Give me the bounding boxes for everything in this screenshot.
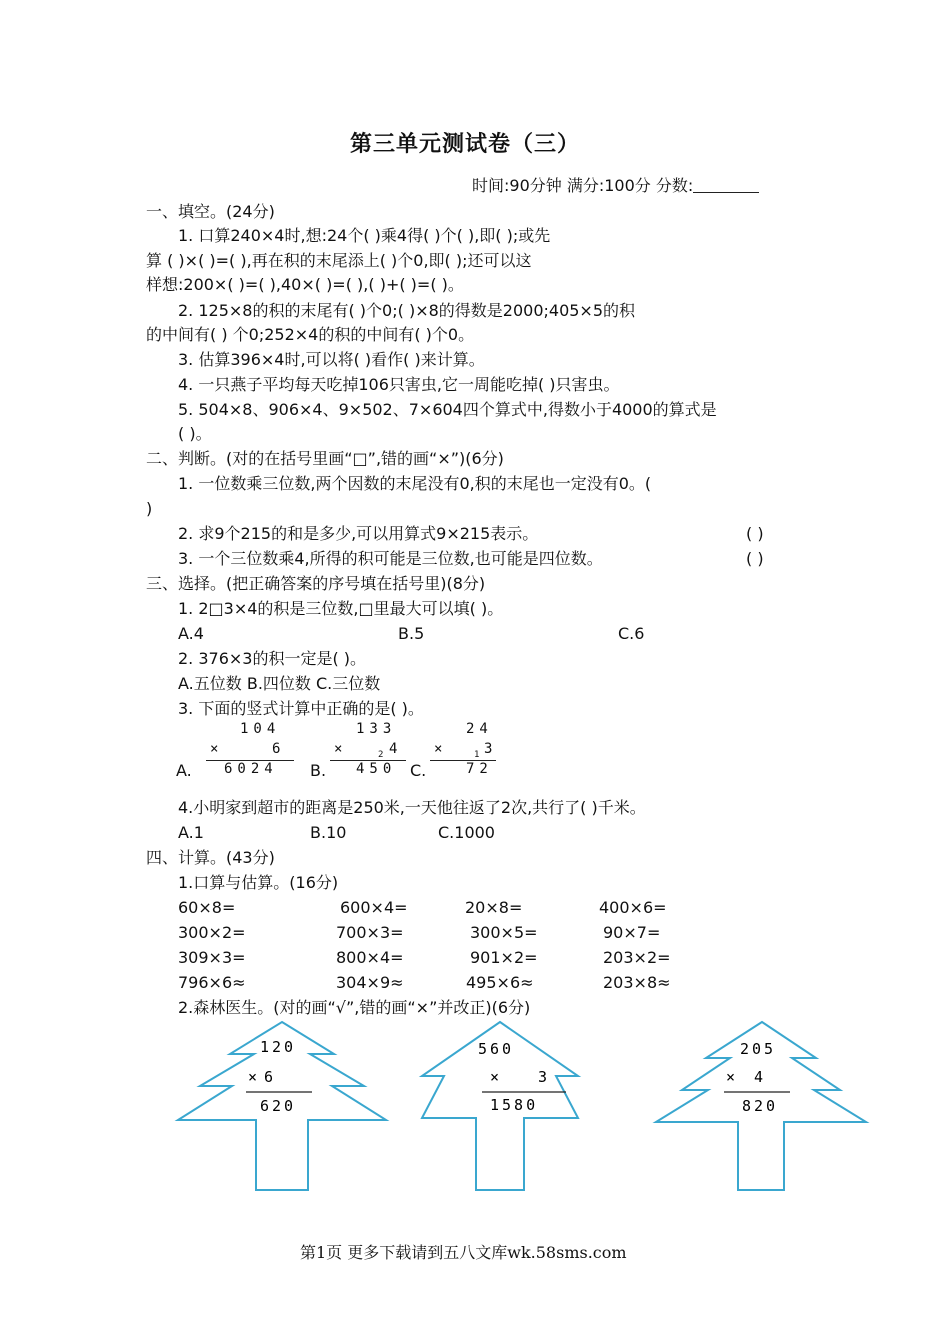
- s1-line: ( )。: [178, 424, 212, 443]
- section-3-heading: 三、选择。(把正确答案的序号填在括号里)(8分): [146, 574, 486, 593]
- option-c-label: C.: [410, 761, 427, 780]
- s4-part-2: 2.森林医生。(对的画“√”,错的画“×”并改正)(6分): [178, 998, 531, 1017]
- tree-result: 620: [260, 1097, 297, 1115]
- s1-line: 的中间有( ) 个0;252×4的积的中间有( )个0。: [146, 325, 475, 344]
- s4-part-1: 1.口算与估算。(16分): [178, 873, 339, 892]
- calc-c-result: 72: [466, 761, 493, 777]
- s2-line: 1. 一位数乘三位数,两个因数的末尾没有0,积的末尾也一定没有0。(: [178, 474, 652, 493]
- tree-1: [176, 1020, 388, 1192]
- estimate-calc: 203×8≈: [603, 973, 671, 992]
- calc-b-multiplier: 4: [389, 741, 403, 757]
- s1-line: 5. 504×8、906×4、9×502、7×604四个算式中,得数小于4000的算式是: [178, 400, 717, 419]
- calc-b-carry: 2: [378, 750, 389, 760]
- calc-b-op: ×: [334, 741, 348, 757]
- section-1-heading: 一、填空。(24分): [146, 202, 275, 221]
- oral-calc: 400×6=: [599, 898, 667, 917]
- oral-calc: 901×2=: [470, 948, 538, 967]
- option-c: C.1000: [438, 823, 495, 842]
- oral-calc: 800×4=: [336, 948, 404, 967]
- tree-top-number: 560: [478, 1040, 515, 1058]
- s2-line: ): [146, 499, 153, 518]
- oral-calc: 309×3=: [178, 948, 246, 967]
- s1-line: 4. 一只燕子平均每天吃掉106只害虫,它一周能吃掉( )只害虫。: [178, 375, 620, 394]
- option-a: A.4: [178, 624, 204, 643]
- s1-line: 1. 口算240×4时,想:24个( )乘4得( )个( ),即( );或先: [178, 226, 551, 245]
- s2-line: 2. 求9个215的和是多少,可以用算式9×215表示。: [178, 524, 539, 543]
- oral-calc: 90×7=: [603, 923, 661, 942]
- oral-calc: 300×2=: [178, 923, 246, 942]
- tree-top-number: 205: [740, 1040, 777, 1058]
- oral-calc: 300×5=: [470, 923, 538, 942]
- score-blank: [693, 176, 759, 193]
- tree-operator: ×: [248, 1068, 261, 1086]
- oral-calc: 600×4=: [340, 898, 408, 917]
- oral-calc: 203×2=: [603, 948, 671, 967]
- option-b: B.10: [310, 823, 347, 842]
- tree-multiplier: 3: [538, 1068, 551, 1086]
- calc-b-result: 450: [356, 761, 397, 777]
- exam-meta-text: 时间:90分钟 满分:100分 分数:: [472, 176, 694, 195]
- calc-c-op: ×: [434, 741, 448, 757]
- page-title: 第三单元测试卷（三）: [350, 131, 581, 157]
- tree-operator: ×: [726, 1068, 739, 1086]
- calc-c-top: 24: [466, 721, 493, 737]
- s1-line: 3. 估算396×4时,可以将( )看作( )来计算。: [178, 350, 485, 369]
- tree-multiplier: 6: [264, 1068, 277, 1086]
- option-c: C.6: [618, 624, 645, 643]
- page-footer: 第1页 更多下载请到五八文库wk.58sms.com: [300, 1243, 627, 1262]
- s3-question-3: 3. 下面的竖式计算中正确的是( )。: [178, 699, 424, 718]
- s2-answer-bracket: ( ): [746, 524, 764, 543]
- tree-multiplier: 4: [754, 1068, 767, 1086]
- estimate-calc: 304×9≈: [336, 973, 404, 992]
- calc-c-multiplier: 3: [484, 741, 498, 757]
- estimate-calc: 796×6≈: [178, 973, 246, 992]
- s3-q2-options: A.五位数 B.四位数 C.三位数: [178, 674, 381, 693]
- oral-calc: 700×3=: [336, 923, 404, 942]
- s3-question-4: 4.小明家到超市的距离是250米,一天他往返了2次,共行了( )千米。: [178, 798, 646, 817]
- tree-3: [654, 1020, 868, 1192]
- calc-a-top: 104: [240, 721, 281, 737]
- tree-result: 1580: [490, 1096, 539, 1114]
- s1-line: 算 ( )×( )=( ),再在积的末尾添上( )个0,即( );还可以这: [146, 251, 532, 270]
- estimate-calc: 495×6≈: [466, 973, 534, 992]
- option-b-label: B.: [310, 761, 327, 780]
- s3-question-1: 1. 2□3×4的积是三位数,□里最大可以填( )。: [178, 599, 504, 618]
- s1-line: 样想:200×( )=( ),40×( )=( ),( )+( )=( )。: [146, 275, 464, 294]
- tree-top-number: 120: [260, 1038, 297, 1056]
- s2-line: 3. 一个三位数乘4,所得的积可能是三位数,也可能是四位数。: [178, 549, 603, 568]
- s3-question-2: 2. 376×3的积一定是( )。: [178, 649, 367, 668]
- s2-answer-bracket: ( ): [746, 549, 764, 568]
- option-a-label: A.: [176, 761, 192, 780]
- oral-calc: 60×8=: [178, 898, 236, 917]
- oral-calc: 20×8=: [465, 898, 523, 917]
- tree-operator: ×: [490, 1068, 503, 1086]
- option-b: B.5: [398, 624, 425, 643]
- option-a: A.1: [178, 823, 204, 842]
- calc-b-top: 133: [356, 721, 397, 737]
- tree-result: 820: [742, 1097, 779, 1115]
- calc-a-multiplier: 6: [272, 741, 286, 757]
- s1-line: 2. 125×8的积的末尾有( )个0;( )×8的得数是2000;405×5的积: [178, 301, 636, 320]
- tree-2: [420, 1020, 580, 1192]
- calc-a-result: 6024: [224, 761, 278, 777]
- exam-meta: [472, 174, 759, 198]
- calc-c-carry: 1: [474, 750, 485, 760]
- section-4-heading: 四、计算。(43分): [146, 848, 275, 867]
- calc-a-op: ×: [210, 741, 224, 757]
- section-2-heading: 二、判断。(对的在括号里画“□”,错的画“×”)(6分): [146, 449, 504, 468]
